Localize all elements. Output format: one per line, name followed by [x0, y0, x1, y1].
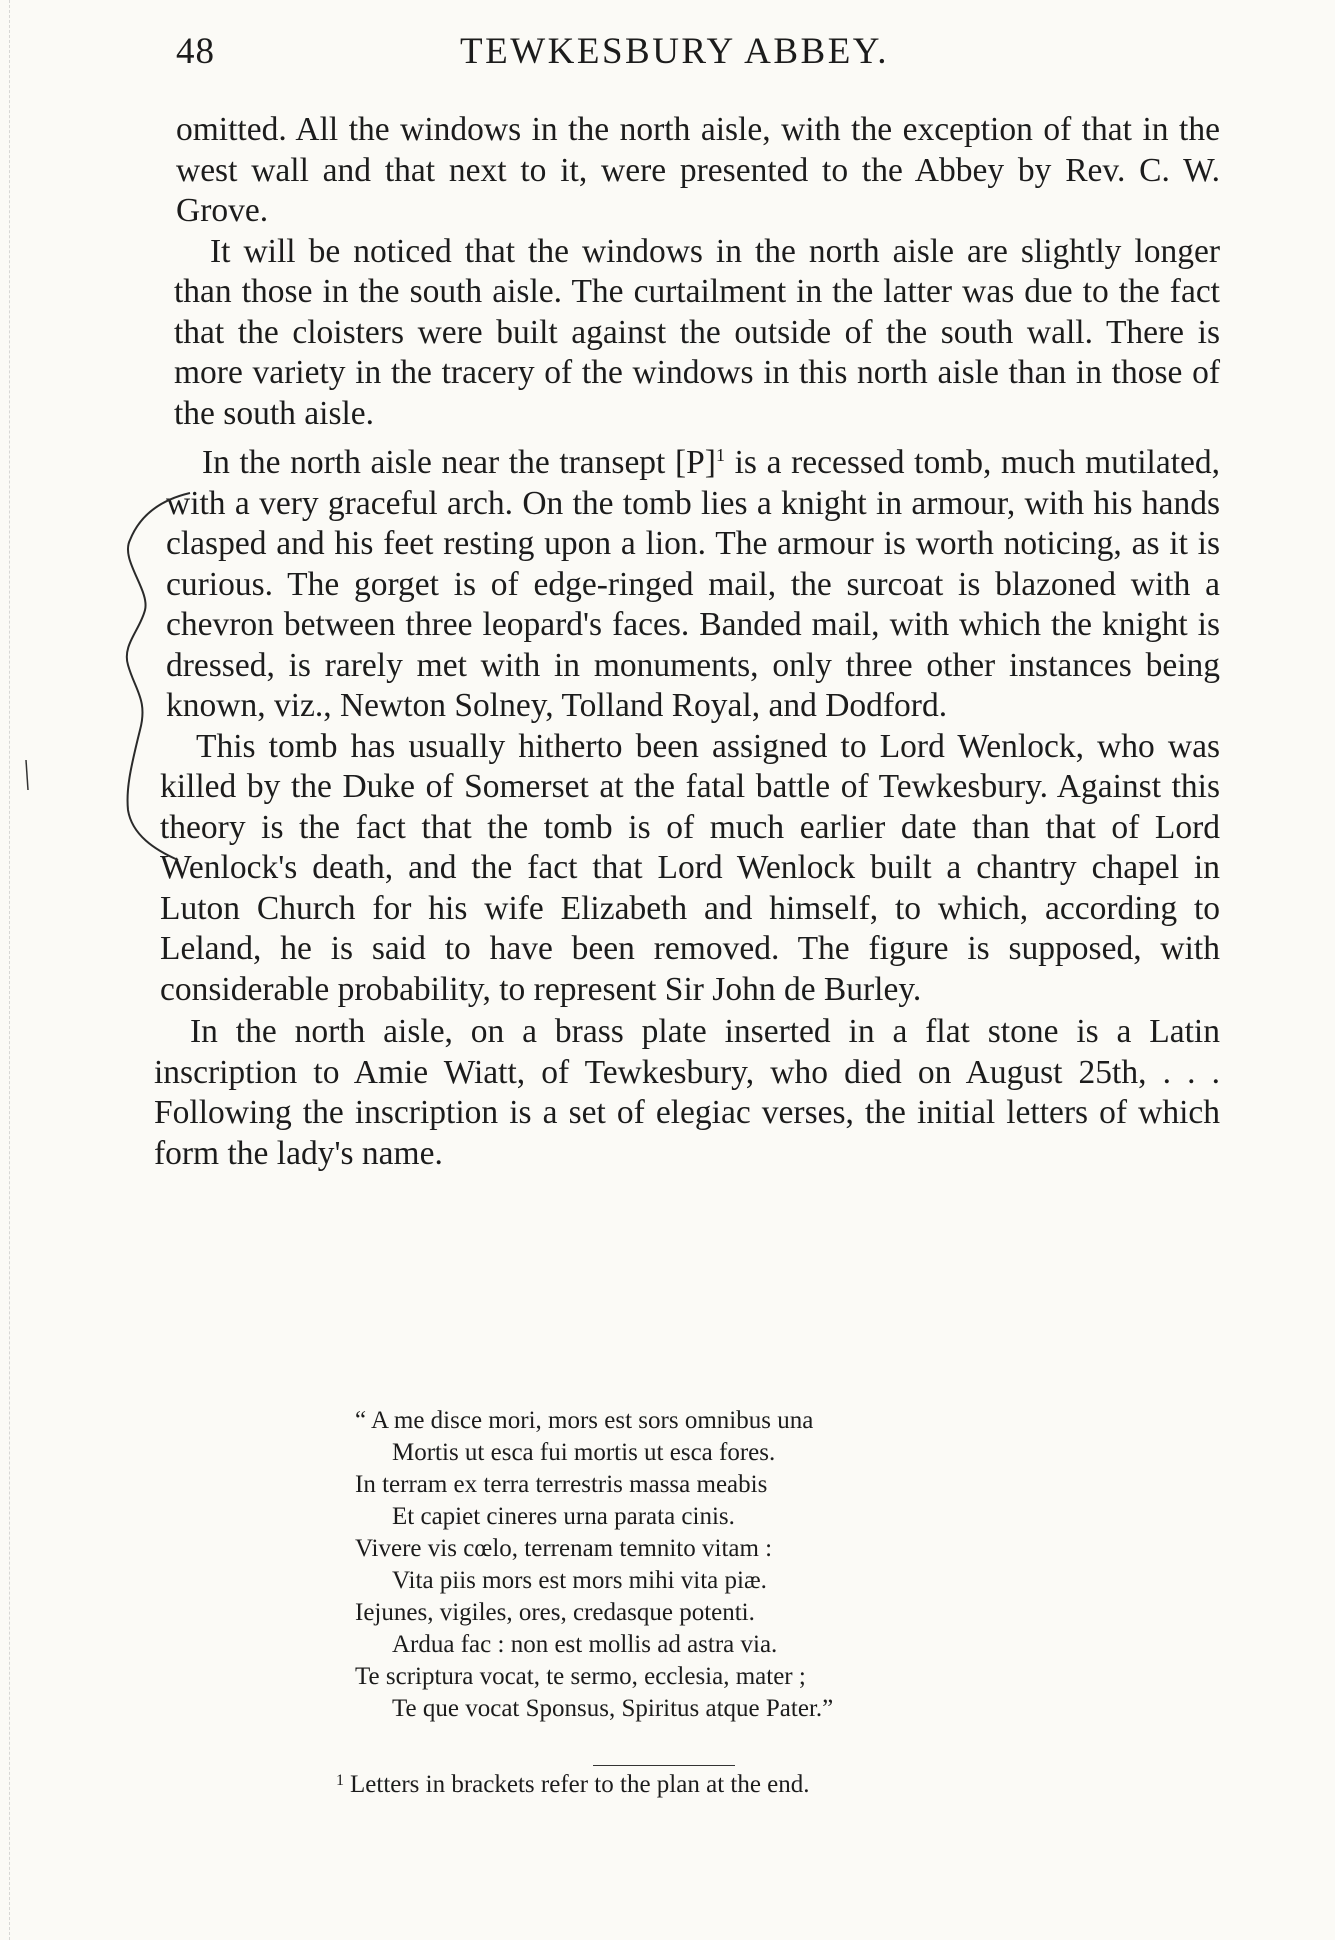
- paragraph-2-text: It will be noticed that the windows in the north aisle are slightly longer than those in the south aisle. The curtailment in the latter was due to the fact that the cloisters were built against the outside of the south wall. There is more variety in the tracery of the windows in this north aisle than in those of the south aisle.: [174, 232, 1220, 432]
- verse-line: Te scriptura vocat, te sermo, ecclesia, mater ;: [355, 1663, 806, 1690]
- verse-line: Mortis ut esca fui mortis ut esca fores.: [392, 1439, 776, 1466]
- paragraph-1-text: omitted. All the windows in the north aisle, with the exception of that in the west wall and that next to it, were presented to the Abbey by Rev. C. W. Grove.: [176, 111, 1220, 229]
- verse-line: Te que vocat Sponsus, Spiritus atque Pater.”: [392, 1695, 834, 1722]
- verse-line: “ A me disce mori, mors est sors omnibus una: [355, 1407, 814, 1434]
- page-number: 48: [176, 31, 215, 72]
- body-text: [154, 110, 1221, 1174]
- footnote-text: Letters in brackets refer to the plan at the end.: [350, 1771, 810, 1798]
- footnote-rule: [593, 1765, 735, 1766]
- paragraph-5-text: In the north aisle, on a brass plate inserted in a flat stone is a Latin inscription to Amie Wiatt, of Tewkesbury, who died on August 25th, . . . Following the inscription is a set of elegiac verses, the initial letters of which form the lady's name.: [154, 1013, 1220, 1172]
- paragraph-5: [154, 1012, 1220, 1174]
- margin-tick: [26, 760, 28, 790]
- paragraph-3-text-b: is a recessed tomb, much mutilated, with a very graceful arch. On the tomb lies a knight in armour, with his hands clasped and his feet resting upon a lion. The armour is worth noticing, as it is curious. The gorget is of edge-ringed mail, the surcoat is blazoned with a chevron between three leopard's faces. Banded mail, with which the knight is dressed, is rarely met with in monuments, only three other instances being known, viz., Newton Solney, Tolland Royal, and Dodford.: [166, 444, 1221, 725]
- verse-line: Vita piis mors est mors mihi vita piæ.: [392, 1567, 767, 1594]
- footnote-mark: 1: [336, 1772, 344, 1789]
- paragraph-2: [174, 232, 1220, 435]
- running-head: [176, 30, 1205, 80]
- verse-line: In terram ex terra terrestris massa meabis: [355, 1471, 768, 1498]
- handwritten-bracket-mark: [0, 0, 200, 880]
- paragraph-4: [160, 727, 1220, 1011]
- verse-line: Iejunes, vigiles, ores, credasque potenti.: [355, 1599, 755, 1626]
- running-title: TEWKESBURY ABBEY.: [460, 31, 889, 72]
- footnote: [336, 1771, 810, 1799]
- verse-line: Vivere vis cœlo, terrenam temnito vitam :: [355, 1535, 773, 1562]
- verse-line: Ardua fac : non est mollis ad astra via.: [392, 1631, 778, 1658]
- paragraph-3: [166, 435, 1220, 727]
- paragraph-3-text-a: In the north aisle near the transept [P]: [202, 444, 716, 482]
- paragraph-1: [176, 110, 1220, 232]
- footnote-reference: 1: [715, 445, 725, 465]
- bracket-stroke: [127, 493, 190, 860]
- verse-line: Et capiet cineres urna parata cinis.: [392, 1503, 735, 1530]
- paragraph-4-text: This tomb has usually hitherto been assigned to Lord Wenlock, who was killed by the Duke of Somerset at the fatal battle of Tewkesbury. Against this theory is the fact that the tomb is of much earlier date than that of Lord Wenlock's death, and the fact that Lord Wenlock built a chantry chapel in Luton Church for his wife Elizabeth and himself, to which, according to Leland, he is said to have been removed. The figure is supposed, with considerable probability, to represent Sir John de Burley.: [160, 727, 1220, 1008]
- latin-verse: [355, 1405, 1055, 1725]
